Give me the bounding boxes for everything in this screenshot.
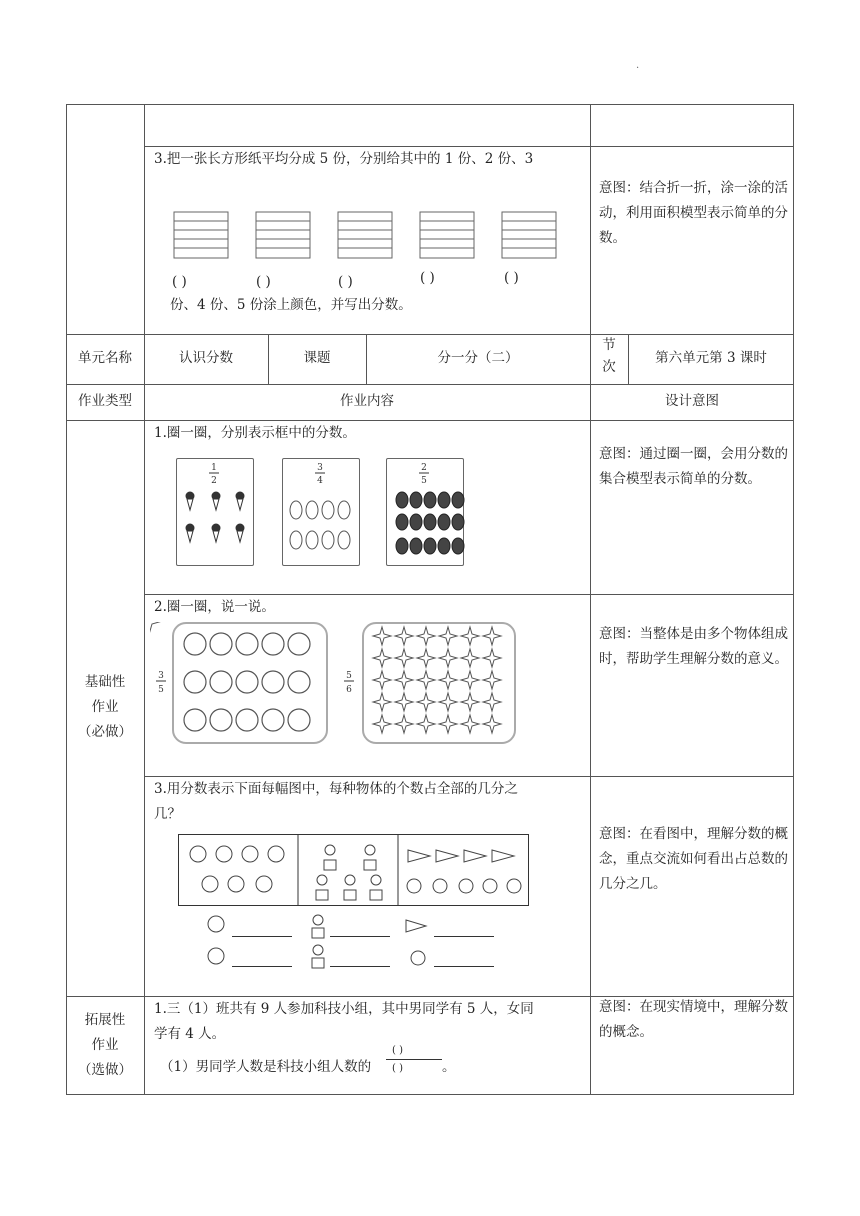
- corner-dot: .: [636, 60, 640, 71]
- blank-mark[interactable]: ( ): [420, 270, 435, 286]
- category-basic-2: 作业: [91, 699, 119, 715]
- intent-text: 意图：当整体是由多个物体组成时，帮助学生理解分数的意义。: [599, 626, 788, 667]
- type-label: 作业类型: [78, 393, 132, 409]
- answer-line[interactable]: [330, 966, 390, 967]
- ext-q1-sub: （1）男同学人数是科技小组人数的: [160, 1059, 372, 1075]
- lesson-value: 分一分（二）: [437, 350, 519, 366]
- category-ext-3: （选做）: [78, 1062, 132, 1078]
- q1-illustrations: [176, 458, 466, 564]
- category-basic-3: （必做）: [78, 724, 132, 740]
- frac-den: 6: [346, 685, 352, 695]
- basic-q1-text: 1.圈一圈，分别表示框中的分数。: [154, 425, 356, 441]
- intent-text: 意图：在现实情境中，理解分数的概念。: [599, 999, 788, 1040]
- frac-num: 2: [421, 463, 427, 473]
- blank-mark[interactable]: ( ): [504, 270, 519, 286]
- basic-q3-text-cont: 几？: [154, 806, 181, 822]
- frac-den: 5: [421, 476, 427, 486]
- fraction-bar: [386, 1059, 442, 1060]
- fraction-blank-bottom[interactable]: ( ): [392, 1063, 403, 1074]
- frac-num: 3: [317, 463, 323, 473]
- basic-q3-text: 3.用分数表示下面每幅图中，每种物体的个数占全部的几分之: [154, 781, 518, 797]
- q3-instruction-cont: 份、4 份、5 份涂上颜色，并写出分数。: [170, 297, 412, 313]
- intent-text: 意图：通过圈一圈，会用分数的集合模型表示简单的分数。: [599, 446, 788, 487]
- frac-num: 1: [211, 463, 217, 473]
- paper-strips-svg: [170, 210, 570, 262]
- col-divider: [144, 104, 145, 1095]
- blank-mark[interactable]: ( ): [338, 274, 353, 290]
- category-ext-1: 拓展性: [84, 1012, 126, 1028]
- lesson-label: 课题: [303, 350, 331, 366]
- col-divider: [590, 104, 591, 1095]
- frac-den: 5: [158, 685, 164, 695]
- section-label: 节次: [602, 337, 616, 375]
- answer-line[interactable]: [232, 936, 292, 937]
- answer-line[interactable]: [434, 966, 494, 967]
- q3-answer-icons: [200, 908, 500, 972]
- intent-text: 意图：在看图中，理解分数的概念，重点交流如何看出占总数的几分之几。: [599, 826, 788, 892]
- answer-line[interactable]: [232, 966, 292, 967]
- frac-den: 4: [317, 476, 323, 486]
- unit-value: 认识分数: [179, 350, 233, 366]
- blank-mark[interactable]: ( ): [256, 274, 271, 290]
- category-basic-1: 基础性: [84, 674, 126, 690]
- ext-q1-text-cont: 学有 4 人。: [154, 1026, 226, 1042]
- ext-q1-text: 1.三（1）班共有 9 人参加科技小组，其中男同学有 5 人，女同: [154, 1001, 534, 1017]
- intent-text: 意图：结合折一折，涂一涂的活动，利用面积模型表示简单的分数。: [599, 180, 788, 246]
- content-label: 作业内容: [340, 393, 394, 409]
- basic-q2-text: 2.圈一圈，说一说。: [154, 599, 275, 615]
- q3-instruction: 3.把一张长方形纸平均分成 5 份，分别给其中的 1 份、2 份、3: [154, 151, 534, 167]
- section-value: 第六单元第 3 课时: [655, 350, 767, 366]
- frac-den: 2: [211, 476, 217, 486]
- unit-label: 单元名称: [78, 350, 132, 366]
- period: 。: [442, 1059, 456, 1075]
- answer-line[interactable]: [434, 936, 494, 937]
- q2-illustrations: [150, 622, 530, 744]
- q3-objects-panel: [178, 834, 530, 908]
- intent-label: 设计意图: [665, 393, 719, 409]
- answer-line[interactable]: [330, 936, 390, 937]
- row-divider: [66, 384, 794, 385]
- blank-mark[interactable]: ( ): [172, 274, 187, 290]
- fraction-blank-top[interactable]: ( ): [392, 1045, 403, 1056]
- frac-num: 5: [346, 671, 352, 681]
- frac-num: 3: [158, 671, 164, 681]
- category-ext-2: 作业: [91, 1037, 119, 1053]
- row-divider: [66, 334, 794, 335]
